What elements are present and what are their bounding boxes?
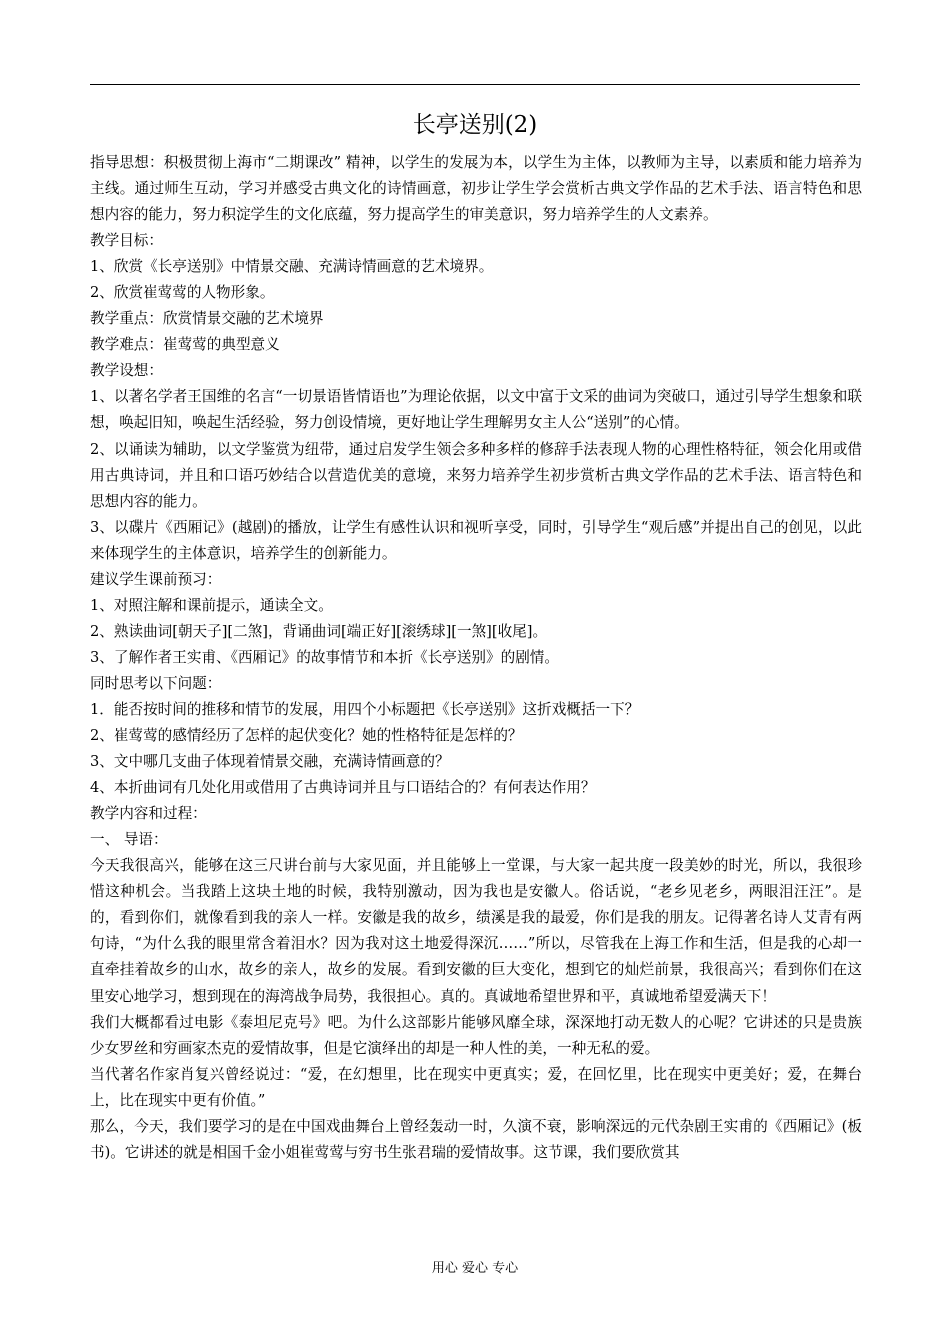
paragraph-design-2: 2、以诵读为辅助，以文学鉴赏为纽带，通过启发学生领会多种多样的修辞手法表现人物的心理性格特征，领会化用或借用古典诗词，并且和口语巧妙结合以营造优美的意境，来努力培养学生初步赏析古典文学作品的艺术手法、语言特色和思想内容的能力。 [90,440,862,510]
paragraph-questions-heading: 同时思考以下问题： [90,674,222,692]
paragraph-intro-3: 当代著名作家肖复兴曾经说过：“爱，在幻想里，比在现实中更真实；爱，在回忆里，比在现实中更美好；爱，在舞台上，比在现实中更有价值。” [90,1065,862,1109]
paragraph-preview-3: 3、了解作者王实甫、《西厢记》的故事情节和本折《长亭送别》的剧情。 [90,648,559,666]
page-footer: 用心 爱心 专心 [431,1261,519,1276]
document-title: 长亭送别(2) [412,112,538,138]
paragraph-preview-1: 1、对照注解和课前提示，通读全文。 [90,596,333,614]
paragraph-guiding-thought: 指导思想：积极贯彻上海市“二期课改” 精神，以学生的发展为本，以学生为主体，以教师为主导，以素质和能力培养为主线。通过师生互动，学习并感受古典文化的诗情画意，初步让学生学会赏析古典文学作品的艺术手法、语言特色和思想内容的能力，努力积淀学生的文化底蕴，努力提高学生的审美意识，努力培养学生的人文素养。 [90,154,862,224]
paragraph-design-heading: 教学设想： [90,362,163,380]
paragraph-preview-2: 2、熟读曲词[朝天子][二煞]，背诵曲词[端正好][滚绣球][一煞][收尾]。 [90,622,548,640]
paragraph-question-1: 1．能否按时间的推移和情节的发展，用四个小标题把《长亭送别》这折戏概括一下？ [90,700,640,718]
paragraph-intro-1: 今天我很高兴，能够在这三尺讲台前与大家见面，并且能够上一堂课，与大家一起共度一段美妙的时光，所以，我很珍惜这种机会。当我踏上这块土地的时候，我特别激动，因为我也是安徽人。俗话说，“老乡见老乡，两眼泪汪汪”。是的，看到你们，就像看到我的亲人一样。安徽是我的故乡，绩溪是我的最爱，你们是我的朋友。记得著名诗人艾青有两句诗，“为什么我的眼里常含着泪水？因为我对这土地爱得深沉……”所以，尽管我在上海工作和生活，但是我的心却一直牵挂着故乡的山水，故乡的亲人，故乡的发展。看到安徽的巨大变化，想到它的灿烂前景，我很高兴；看到你们在这里安心地学习，想到现在的海湾战争局势，我很担心。真的。真诚地希望世界和平，真诚地希望爱满天下！ [90,857,862,1005]
paragraph-preview-heading: 建议学生课前预习： [90,570,222,588]
paragraph-objectives-heading: 教学目标： [90,232,163,250]
paragraph-design-3: 3、以碟片《西厢记》(越剧)的播放，让学生有感性认识和视听享受，同时，引导学生“观后感”并提出自己的创见，以此来体现学生的主体意识，培养学生的创新能力。 [90,518,862,562]
document-body [90,150,862,1166]
paragraph-objective-1: 1、欣赏《长亭送别》中情景交融、充满诗情画意的艺术境界。 [90,258,494,276]
paragraph-question-4: 4、本折曲词有几处化用或借用了古典诗词并且与口语结合的？有何表达作用？ [90,779,596,797]
paragraph-intro-2: 我们大概都看过电影《泰坦尼克号》吧。为什么这部影片能够风靡全球，深深地打动无数人的心呢？它讲述的只是贵族少女罗丝和穷画家杰克的爱情故事，但是它演绎出的却是一种人性的美，一种无私的爱。 [90,1013,862,1057]
paragraph-question-2: 2、崔莺莺的感情经历了怎样的起伏变化？她的性格特征是怎样的？ [90,727,523,745]
header-rule [90,84,860,85]
paragraph-difficulty: 教学难点：崔莺莺的典型意义 [90,336,280,354]
paragraph-objective-2: 2、欣赏崔莺莺的人物形象。 [90,284,275,302]
paragraph-content-heading: 教学内容和过程： [90,805,207,823]
paragraph-key-point: 教学重点：欣赏情景交融的艺术境界 [90,310,324,328]
paragraph-question-3: 3、文中哪几支曲子体现着情景交融，充满诗情画意的？ [90,753,450,771]
paragraph-design-1: 1、以著名学者王国维的名言“一切景语皆情语也”为理论依据，以文中富于文采的曲词为突破口，通过引导学生想象和联想，唤起旧知，唤起生活经验，努力创设情境，更好地让学生理解男女主人公“送别”的心情。 [90,388,862,432]
paragraph-intro-4: 那么，今天，我们要学习的是在中国戏曲舞台上曾经轰动一时，久演不衰，影响深远的元代杂剧王实甫的《西厢记》(板书)。它讲述的就是相国千金小姐崔莺莺与穷书生张君瑞的爱情故事。这节课，我们要欣赏其 [90,1117,862,1161]
paragraph-intro-heading: 一、 导语： [90,831,168,849]
